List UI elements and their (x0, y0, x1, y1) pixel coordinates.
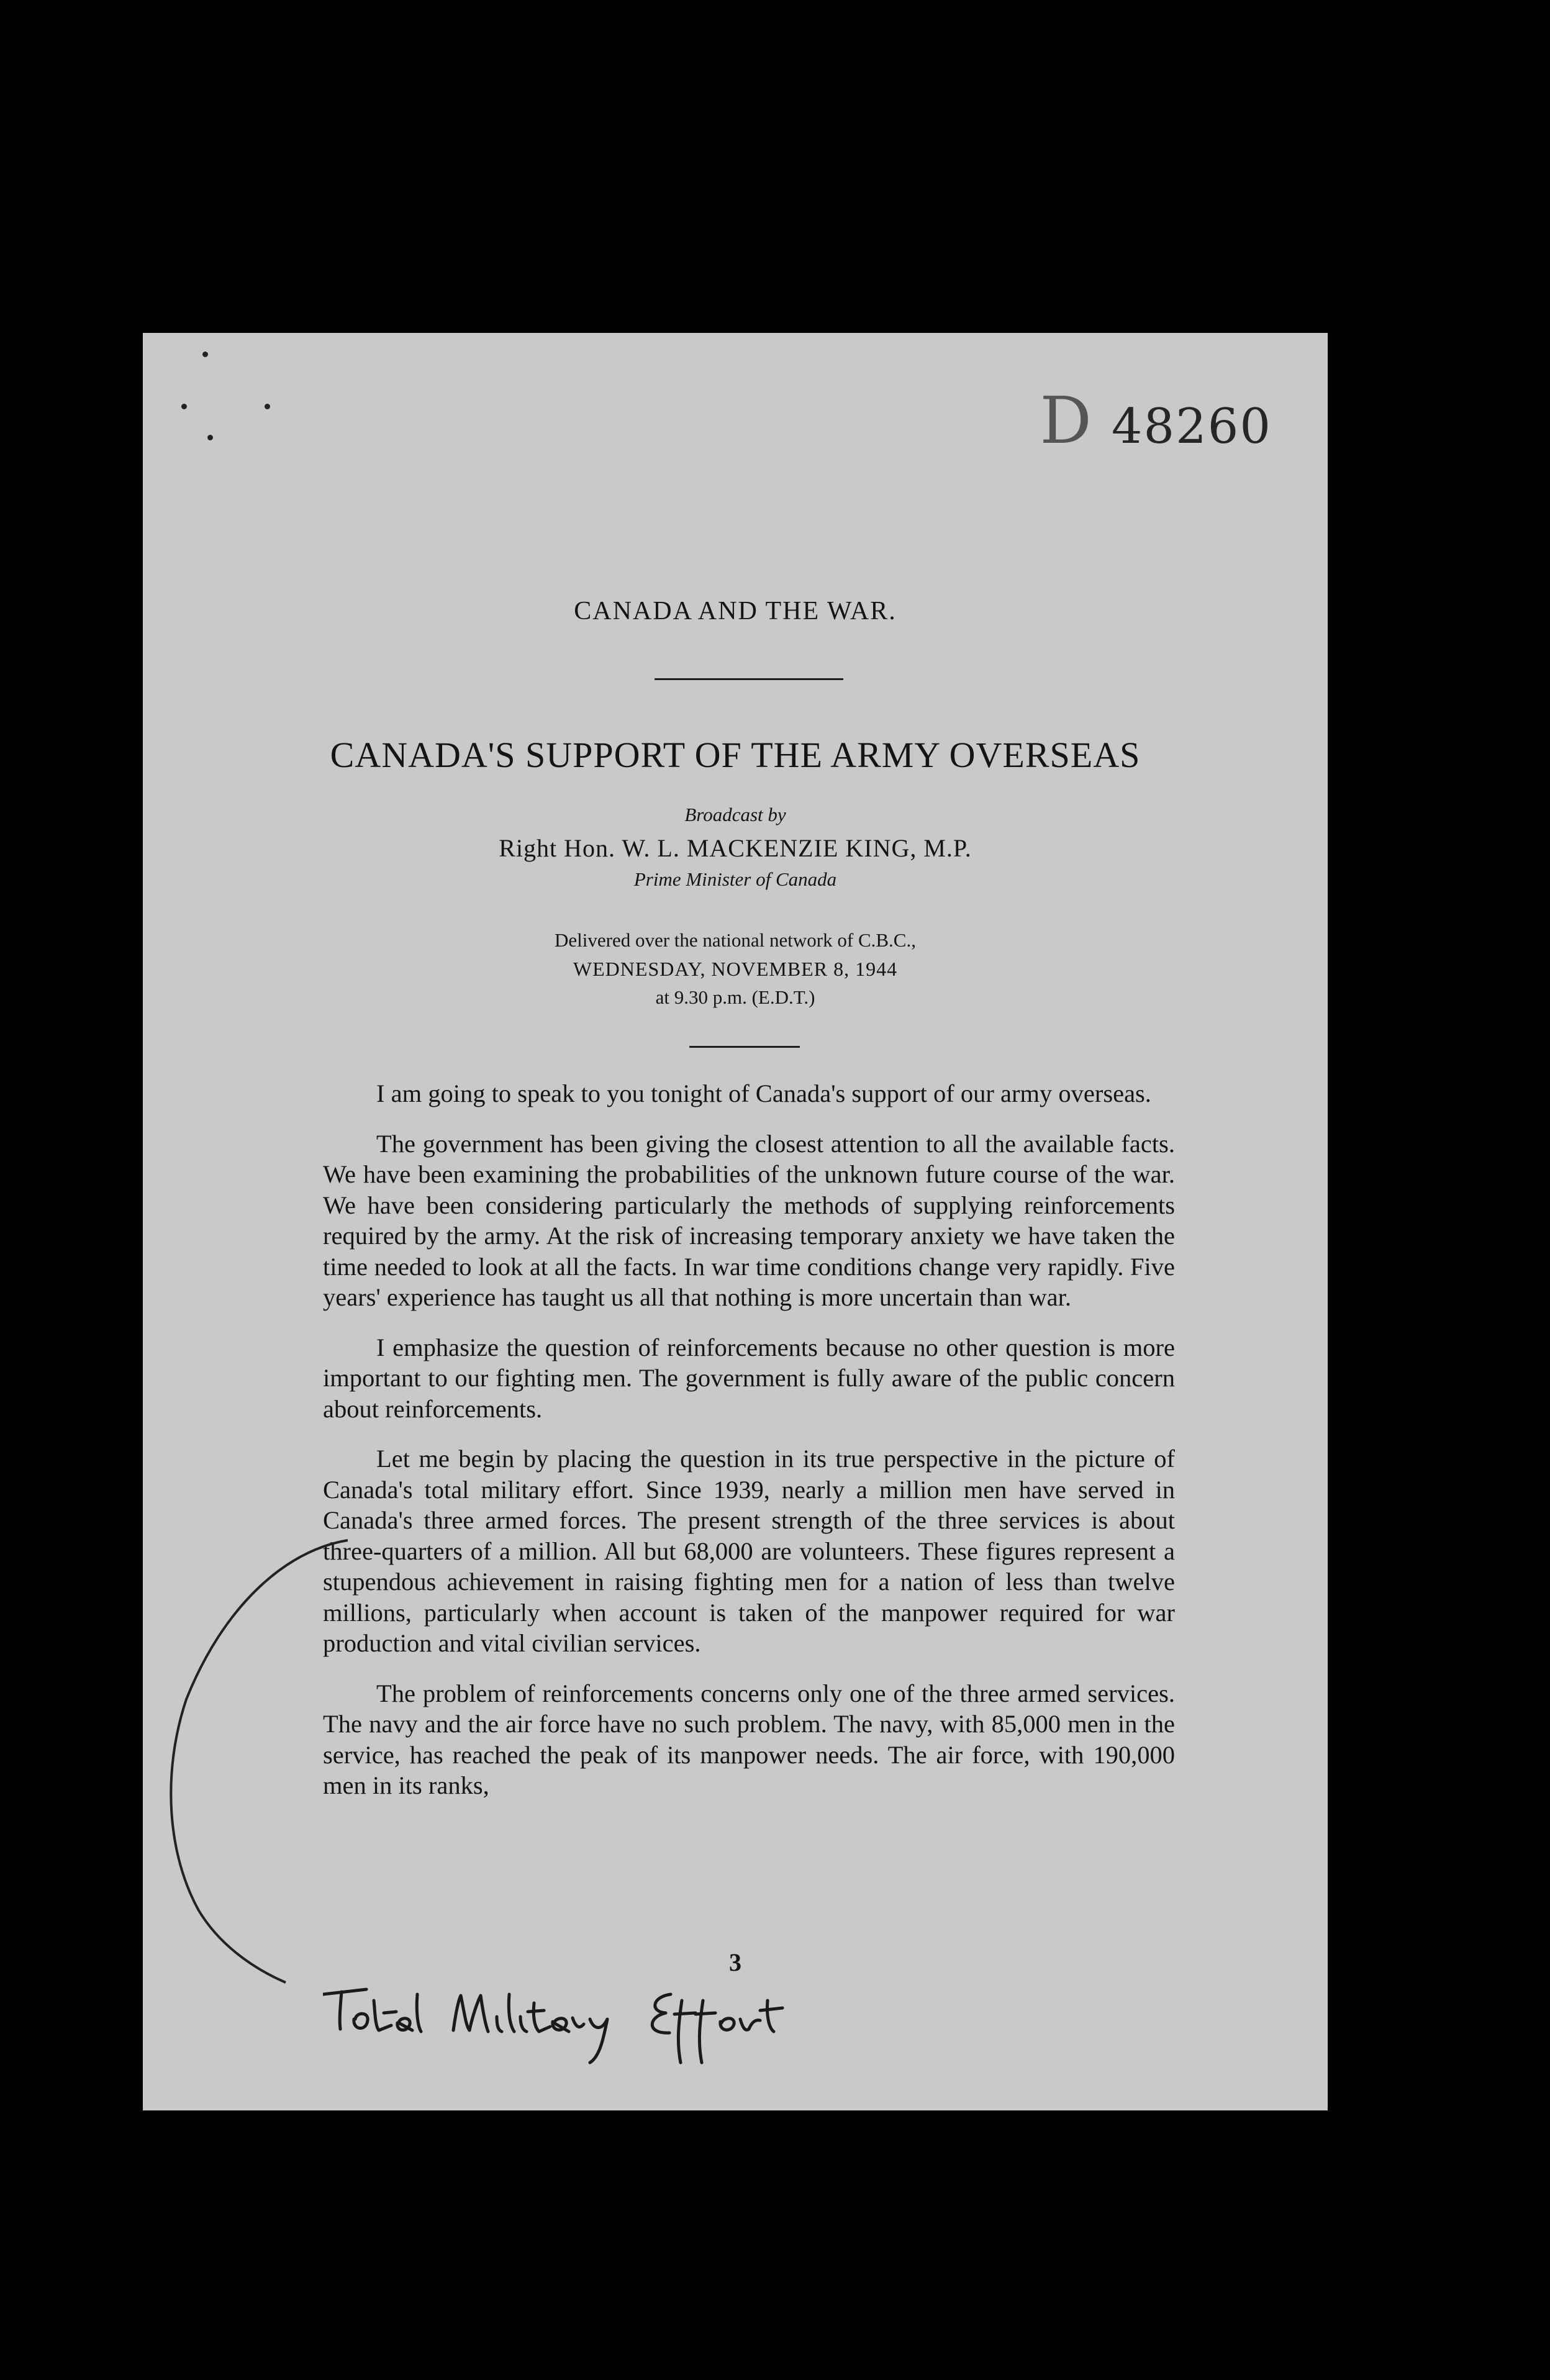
paragraph: I emphasize the question of reinforcements because no other question is more important to our fighting men. The government is fully aware of the public concern about reinforcements. (323, 1333, 1175, 1423)
archive-stamp (1040, 383, 1272, 458)
stamp-number: 48260 (1111, 399, 1272, 455)
handwritten-note (323, 1976, 944, 2069)
stamp-prefix: D (1040, 383, 1093, 458)
speaker-role: Prime Minister of Canada (633, 868, 837, 890)
paragraph: I am going to speak to you tonight of Canada's support of our army overseas. (376, 1079, 1151, 1107)
series-title: CANADA AND THE WAR. (574, 597, 897, 625)
document-title: CANADA'S SUPPORT OF THE ARMY OVERSEAS (330, 735, 1141, 775)
speaker-name: Right Hon. W. L. MACKENZIE KING, M.P. (499, 834, 972, 862)
divider-top (655, 678, 843, 680)
speech-body (323, 1078, 1175, 1820)
delivery-date: WEDNESDAY, NOVEMBER 8, 1944 (573, 958, 898, 980)
delivery-network: Delivered over the national network of C.B.C., (555, 929, 916, 951)
paragraph: Let me begin by placing the question in its true perspective in the picture of Canada's total military effort. Since 1939, nearly a million men have served in Canada's three armed forces. The present strength of the three services is about three-quarters of a million. All but 68,000 are volunteers. These figures represent a stupendous achievement in raising fighting men for a nation of less than twelve millions, particularly when account is taken of the manpower required for war production and vital civilian services. (323, 1445, 1175, 1657)
broadcast-by: Broadcast by (684, 804, 786, 825)
paragraph: The problem of reinforcements concerns only one of the three armed services. The navy and the air force have no such problem. The navy, with 85,000 men in the service, has reached the peak of its manpower needs. The air force, with 190,000 men in its ranks, (323, 1679, 1175, 1799)
delivery-time: at 9.30 p.m. (E.D.T.) (655, 986, 815, 1008)
document-page (143, 333, 1328, 2110)
paragraph: The government has been giving the closest attention to all the available facts. We have been examining the probabilities of the unknown future course of the war. We have been considering particularly the methods of supplying reinforcements required by the army. At the risk of increasing temporary anxiety we have taken the time needed to look at all the facts. In war time conditions change very rapidly. Five years' experience has taught us all that nothing is more uncertain than war. (323, 1129, 1175, 1311)
margin-bracket-mark (143, 333, 348, 2010)
divider-bottom (689, 1046, 800, 1048)
page-number: 3 (729, 1948, 741, 1976)
